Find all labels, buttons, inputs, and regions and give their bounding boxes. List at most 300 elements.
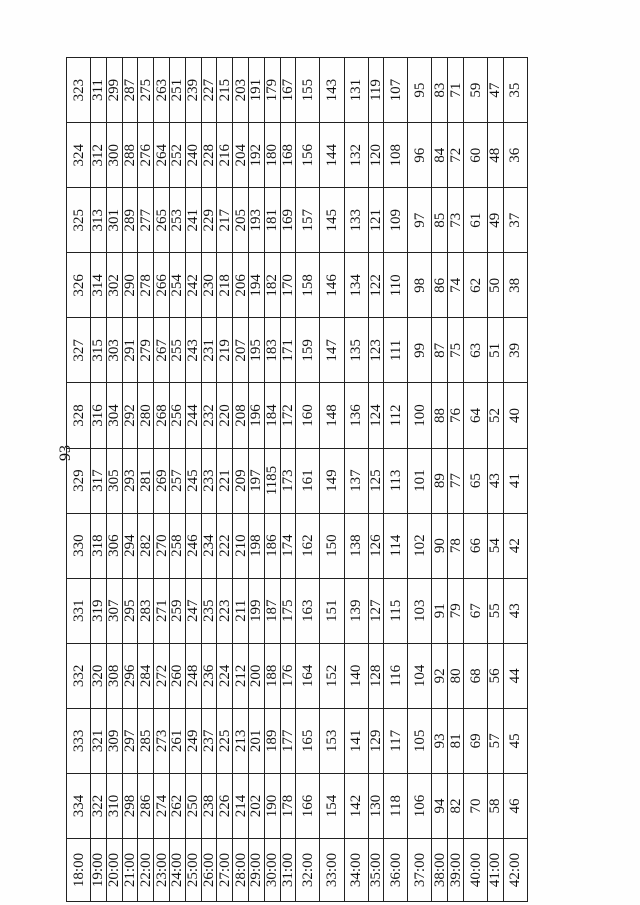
value-cell: 184 — [264, 383, 280, 448]
value-cell: 148 — [320, 383, 344, 448]
value-cell: 45 — [503, 708, 527, 773]
table-row — [170, 58, 186, 902]
value-cell: 300 — [106, 123, 122, 188]
value-cell: 303 — [106, 318, 122, 383]
table-row — [264, 58, 280, 902]
value-cell: 226 — [217, 773, 233, 838]
value-cell: 313 — [91, 188, 107, 253]
value-cell: 327 — [67, 318, 91, 383]
value-cell: 99 — [408, 318, 432, 383]
value-cell: 85 — [432, 188, 448, 253]
value-cell: 285 — [138, 708, 154, 773]
value-cell: 334 — [67, 773, 91, 838]
value-cell: 47 — [488, 58, 504, 123]
table-row — [154, 58, 170, 902]
value-cell: 299 — [106, 58, 122, 123]
value-cell: 277 — [138, 188, 154, 253]
value-cell: 109 — [384, 188, 408, 253]
value-cell: 40 — [503, 383, 527, 448]
time-cell: 21:00 — [122, 839, 138, 902]
value-cell: 107 — [384, 58, 408, 123]
time-cell: 26:00 — [201, 839, 217, 902]
value-cell: 108 — [384, 123, 408, 188]
value-cell: 233 — [201, 448, 217, 513]
value-cell: 35 — [503, 58, 527, 123]
table-row — [122, 58, 138, 902]
value-cell: 198 — [249, 513, 265, 578]
value-cell: 137 — [344, 448, 368, 513]
value-cell: 248 — [185, 643, 201, 708]
value-cell: 146 — [320, 253, 344, 318]
value-cell: 127 — [368, 578, 384, 643]
table-row — [503, 58, 527, 902]
value-cell: 166 — [296, 773, 320, 838]
value-cell: 262 — [170, 773, 186, 838]
value-cell: 171 — [280, 318, 296, 383]
value-cell: 202 — [249, 773, 265, 838]
value-cell: 289 — [122, 188, 138, 253]
value-cell: 279 — [138, 318, 154, 383]
value-cell: 242 — [185, 253, 201, 318]
value-cell: 234 — [201, 513, 217, 578]
time-cell: 34:00 — [344, 839, 368, 902]
value-cell: 259 — [170, 578, 186, 643]
value-cell: 295 — [122, 578, 138, 643]
value-cell: 81 — [448, 708, 464, 773]
value-cell: 72 — [448, 123, 464, 188]
value-cell: 272 — [154, 643, 170, 708]
value-cell: 61 — [464, 188, 488, 253]
value-cell: 95 — [408, 58, 432, 123]
value-cell: 152 — [320, 643, 344, 708]
value-cell: 156 — [296, 123, 320, 188]
value-cell: 281 — [138, 448, 154, 513]
value-cell: 265 — [154, 188, 170, 253]
value-cell: 317 — [91, 448, 107, 513]
value-cell: 141 — [344, 708, 368, 773]
value-cell: 128 — [368, 643, 384, 708]
value-cell: 103 — [408, 578, 432, 643]
value-cell: 180 — [264, 123, 280, 188]
value-cell: 123 — [368, 318, 384, 383]
table-row — [233, 58, 249, 902]
value-cell: 311 — [91, 58, 107, 123]
value-cell: 275 — [138, 58, 154, 123]
value-cell: 238 — [201, 773, 217, 838]
value-cell: 1185 — [264, 448, 280, 513]
value-cell: 273 — [154, 708, 170, 773]
value-cell: 270 — [154, 513, 170, 578]
table-row — [106, 58, 122, 902]
value-cell: 260 — [170, 643, 186, 708]
time-cell: 37:00 — [408, 839, 432, 902]
value-cell: 177 — [280, 708, 296, 773]
table-row — [138, 58, 154, 902]
value-cell: 51 — [488, 318, 504, 383]
value-cell: 147 — [320, 318, 344, 383]
value-cell: 310 — [106, 773, 122, 838]
value-cell: 211 — [233, 578, 249, 643]
value-cell: 280 — [138, 383, 154, 448]
value-cell: 139 — [344, 578, 368, 643]
value-cell: 229 — [201, 188, 217, 253]
table-rotated-content — [66, 57, 528, 902]
value-cell: 182 — [264, 253, 280, 318]
value-cell: 236 — [201, 643, 217, 708]
value-cell: 223 — [217, 578, 233, 643]
value-cell: 247 — [185, 578, 201, 643]
value-cell: 235 — [201, 578, 217, 643]
value-cell: 232 — [201, 383, 217, 448]
value-cell: 175 — [280, 578, 296, 643]
value-cell: 62 — [464, 253, 488, 318]
value-cell: 44 — [503, 643, 527, 708]
value-cell: 220 — [217, 383, 233, 448]
value-cell: 140 — [344, 643, 368, 708]
value-cell: 255 — [170, 318, 186, 383]
table-row — [249, 58, 265, 902]
value-cell: 264 — [154, 123, 170, 188]
value-cell: 68 — [464, 643, 488, 708]
table-row — [67, 58, 91, 902]
value-cell: 55 — [488, 578, 504, 643]
value-cell: 84 — [432, 123, 448, 188]
value-cell: 309 — [106, 708, 122, 773]
value-cell: 134 — [344, 253, 368, 318]
value-cell: 241 — [185, 188, 201, 253]
value-cell: 98 — [408, 253, 432, 318]
value-cell: 60 — [464, 123, 488, 188]
table-row — [368, 58, 384, 902]
value-cell: 274 — [154, 773, 170, 838]
value-cell: 251 — [170, 58, 186, 123]
value-cell: 173 — [280, 448, 296, 513]
value-cell: 91 — [432, 578, 448, 643]
value-cell: 254 — [170, 253, 186, 318]
value-cell: 271 — [154, 578, 170, 643]
value-cell: 217 — [217, 188, 233, 253]
time-cell: 24:00 — [170, 839, 186, 902]
value-cell: 57 — [488, 708, 504, 773]
value-cell: 212 — [233, 643, 249, 708]
value-cell: 239 — [185, 58, 201, 123]
value-cell: 243 — [185, 318, 201, 383]
value-cell: 181 — [264, 188, 280, 253]
table-row — [464, 58, 488, 902]
value-cell: 324 — [67, 123, 91, 188]
value-cell: 203 — [233, 58, 249, 123]
value-cell: 94 — [432, 773, 448, 838]
value-cell: 201 — [249, 708, 265, 773]
table-row — [185, 58, 201, 902]
value-cell: 92 — [432, 643, 448, 708]
table-row — [384, 58, 408, 902]
value-cell: 79 — [448, 578, 464, 643]
value-cell: 163 — [296, 578, 320, 643]
value-cell: 210 — [233, 513, 249, 578]
value-cell: 215 — [217, 58, 233, 123]
value-cell: 65 — [464, 448, 488, 513]
value-cell: 71 — [448, 58, 464, 123]
value-cell: 165 — [296, 708, 320, 773]
value-cell: 75 — [448, 318, 464, 383]
value-cell: 206 — [233, 253, 249, 318]
value-cell: 257 — [170, 448, 186, 513]
table-row — [320, 58, 344, 902]
value-cell: 76 — [448, 383, 464, 448]
table-row — [432, 58, 448, 902]
value-cell: 230 — [201, 253, 217, 318]
time-cell: 38:00 — [432, 839, 448, 902]
value-cell: 36 — [503, 123, 527, 188]
value-cell: 333 — [67, 708, 91, 773]
value-cell: 284 — [138, 643, 154, 708]
value-cell: 222 — [217, 513, 233, 578]
value-cell: 159 — [296, 318, 320, 383]
value-cell: 69 — [464, 708, 488, 773]
value-cell: 269 — [154, 448, 170, 513]
time-cell: 33:00 — [320, 839, 344, 902]
value-cell: 318 — [91, 513, 107, 578]
value-cell: 43 — [503, 578, 527, 643]
value-cell: 116 — [384, 643, 408, 708]
value-cell: 301 — [106, 188, 122, 253]
table-row — [448, 58, 464, 902]
time-cell: 23:00 — [154, 839, 170, 902]
value-cell: 193 — [249, 188, 265, 253]
value-cell: 282 — [138, 513, 154, 578]
value-cell: 93 — [432, 708, 448, 773]
value-cell: 319 — [91, 578, 107, 643]
value-cell: 74 — [448, 253, 464, 318]
value-cell: 162 — [296, 513, 320, 578]
value-cell: 54 — [488, 513, 504, 578]
value-cell: 192 — [249, 123, 265, 188]
value-cell: 278 — [138, 253, 154, 318]
value-cell: 38 — [503, 253, 527, 318]
value-cell: 50 — [488, 253, 504, 318]
value-cell: 179 — [264, 58, 280, 123]
value-cell: 145 — [320, 188, 344, 253]
value-cell: 126 — [368, 513, 384, 578]
value-cell: 225 — [217, 708, 233, 773]
value-cell: 82 — [448, 773, 464, 838]
value-cell: 143 — [320, 58, 344, 123]
value-cell: 87 — [432, 318, 448, 383]
value-cell: 178 — [280, 773, 296, 838]
table-row — [91, 58, 107, 902]
value-cell: 330 — [67, 513, 91, 578]
value-cell: 170 — [280, 253, 296, 318]
value-cell: 266 — [154, 253, 170, 318]
time-cell: 41:00 — [488, 839, 504, 902]
page-number: 93 — [57, 445, 74, 461]
value-cell: 194 — [249, 253, 265, 318]
value-cell: 250 — [185, 773, 201, 838]
value-cell: 150 — [320, 513, 344, 578]
value-cell: 151 — [320, 578, 344, 643]
value-cell: 113 — [384, 448, 408, 513]
value-cell: 213 — [233, 708, 249, 773]
value-cell: 199 — [249, 578, 265, 643]
value-cell: 89 — [432, 448, 448, 513]
value-cell: 144 — [320, 123, 344, 188]
time-cell: 20:00 — [106, 839, 122, 902]
table-row — [488, 58, 504, 902]
value-cell: 112 — [384, 383, 408, 448]
time-cell: 19:00 — [91, 839, 107, 902]
value-cell: 261 — [170, 708, 186, 773]
value-cell: 186 — [264, 513, 280, 578]
value-cell: 252 — [170, 123, 186, 188]
time-cell: 25:00 — [185, 839, 201, 902]
value-cell: 100 — [408, 383, 432, 448]
value-cell: 326 — [67, 253, 91, 318]
value-cell: 294 — [122, 513, 138, 578]
value-cell: 244 — [185, 383, 201, 448]
value-cell: 169 — [280, 188, 296, 253]
value-cell: 221 — [217, 448, 233, 513]
value-cell: 287 — [122, 58, 138, 123]
value-cell: 122 — [368, 253, 384, 318]
value-cell: 228 — [201, 123, 217, 188]
value-cell: 240 — [185, 123, 201, 188]
data-table-body — [67, 58, 528, 902]
value-cell: 56 — [488, 643, 504, 708]
value-cell: 196 — [249, 383, 265, 448]
value-cell: 314 — [91, 253, 107, 318]
value-cell: 37 — [503, 188, 527, 253]
value-cell: 305 — [106, 448, 122, 513]
value-cell: 258 — [170, 513, 186, 578]
value-cell: 80 — [448, 643, 464, 708]
value-cell: 216 — [217, 123, 233, 188]
value-cell: 111 — [384, 318, 408, 383]
value-cell: 197 — [249, 448, 265, 513]
value-cell: 276 — [138, 123, 154, 188]
value-cell: 158 — [296, 253, 320, 318]
value-cell: 256 — [170, 383, 186, 448]
value-cell: 153 — [320, 708, 344, 773]
value-cell: 48 — [488, 123, 504, 188]
value-cell: 332 — [67, 643, 91, 708]
value-cell: 97 — [408, 188, 432, 253]
value-cell: 189 — [264, 708, 280, 773]
value-cell: 130 — [368, 773, 384, 838]
value-cell: 121 — [368, 188, 384, 253]
value-cell: 132 — [344, 123, 368, 188]
value-cell: 306 — [106, 513, 122, 578]
value-cell: 290 — [122, 253, 138, 318]
value-cell: 195 — [249, 318, 265, 383]
value-cell: 114 — [384, 513, 408, 578]
value-cell: 133 — [344, 188, 368, 253]
value-cell: 245 — [185, 448, 201, 513]
value-cell: 102 — [408, 513, 432, 578]
value-cell: 73 — [448, 188, 464, 253]
value-cell: 70 — [464, 773, 488, 838]
time-cell: 27:00 — [217, 839, 233, 902]
value-cell: 323 — [67, 58, 91, 123]
value-cell: 106 — [408, 773, 432, 838]
value-cell: 331 — [67, 578, 91, 643]
value-cell: 172 — [280, 383, 296, 448]
value-cell: 302 — [106, 253, 122, 318]
value-cell: 149 — [320, 448, 344, 513]
value-cell: 316 — [91, 383, 107, 448]
value-cell: 268 — [154, 383, 170, 448]
value-cell: 304 — [106, 383, 122, 448]
table-row — [296, 58, 320, 902]
value-cell: 307 — [106, 578, 122, 643]
value-cell: 321 — [91, 708, 107, 773]
value-cell: 187 — [264, 578, 280, 643]
time-cell: 18:00 — [67, 839, 91, 902]
value-cell: 191 — [249, 58, 265, 123]
value-cell: 205 — [233, 188, 249, 253]
value-cell: 292 — [122, 383, 138, 448]
value-cell: 190 — [264, 773, 280, 838]
table-rotation-frame — [66, 57, 528, 902]
value-cell: 136 — [344, 383, 368, 448]
value-cell: 208 — [233, 383, 249, 448]
value-cell: 88 — [432, 383, 448, 448]
value-cell: 168 — [280, 123, 296, 188]
value-cell: 297 — [122, 708, 138, 773]
table-row — [280, 58, 296, 902]
value-cell: 129 — [368, 708, 384, 773]
value-cell: 263 — [154, 58, 170, 123]
time-cell: 32:00 — [296, 839, 320, 902]
value-cell: 155 — [296, 58, 320, 123]
time-cell: 42:00 — [503, 839, 527, 902]
value-cell: 296 — [122, 643, 138, 708]
value-cell: 231 — [201, 318, 217, 383]
value-cell: 78 — [448, 513, 464, 578]
value-cell: 96 — [408, 123, 432, 188]
time-cell: 31:00 — [280, 839, 296, 902]
value-cell: 83 — [432, 58, 448, 123]
value-cell: 124 — [368, 383, 384, 448]
value-cell: 161 — [296, 448, 320, 513]
value-cell: 67 — [464, 578, 488, 643]
value-cell: 115 — [384, 578, 408, 643]
value-cell: 64 — [464, 383, 488, 448]
value-cell: 312 — [91, 123, 107, 188]
value-cell: 320 — [91, 643, 107, 708]
value-cell: 308 — [106, 643, 122, 708]
value-cell: 209 — [233, 448, 249, 513]
value-cell: 135 — [344, 318, 368, 383]
value-cell: 154 — [320, 773, 344, 838]
value-cell: 125 — [368, 448, 384, 513]
value-cell: 104 — [408, 643, 432, 708]
value-cell: 291 — [122, 318, 138, 383]
value-cell: 86 — [432, 253, 448, 318]
value-cell: 253 — [170, 188, 186, 253]
value-cell: 204 — [233, 123, 249, 188]
value-cell: 101 — [408, 448, 432, 513]
value-cell: 41 — [503, 448, 527, 513]
value-cell: 131 — [344, 58, 368, 123]
value-cell: 329 — [67, 448, 91, 513]
value-cell: 119 — [368, 58, 384, 123]
value-cell: 293 — [122, 448, 138, 513]
value-cell: 174 — [280, 513, 296, 578]
value-cell: 322 — [91, 773, 107, 838]
value-cell: 58 — [488, 773, 504, 838]
value-cell: 288 — [122, 123, 138, 188]
